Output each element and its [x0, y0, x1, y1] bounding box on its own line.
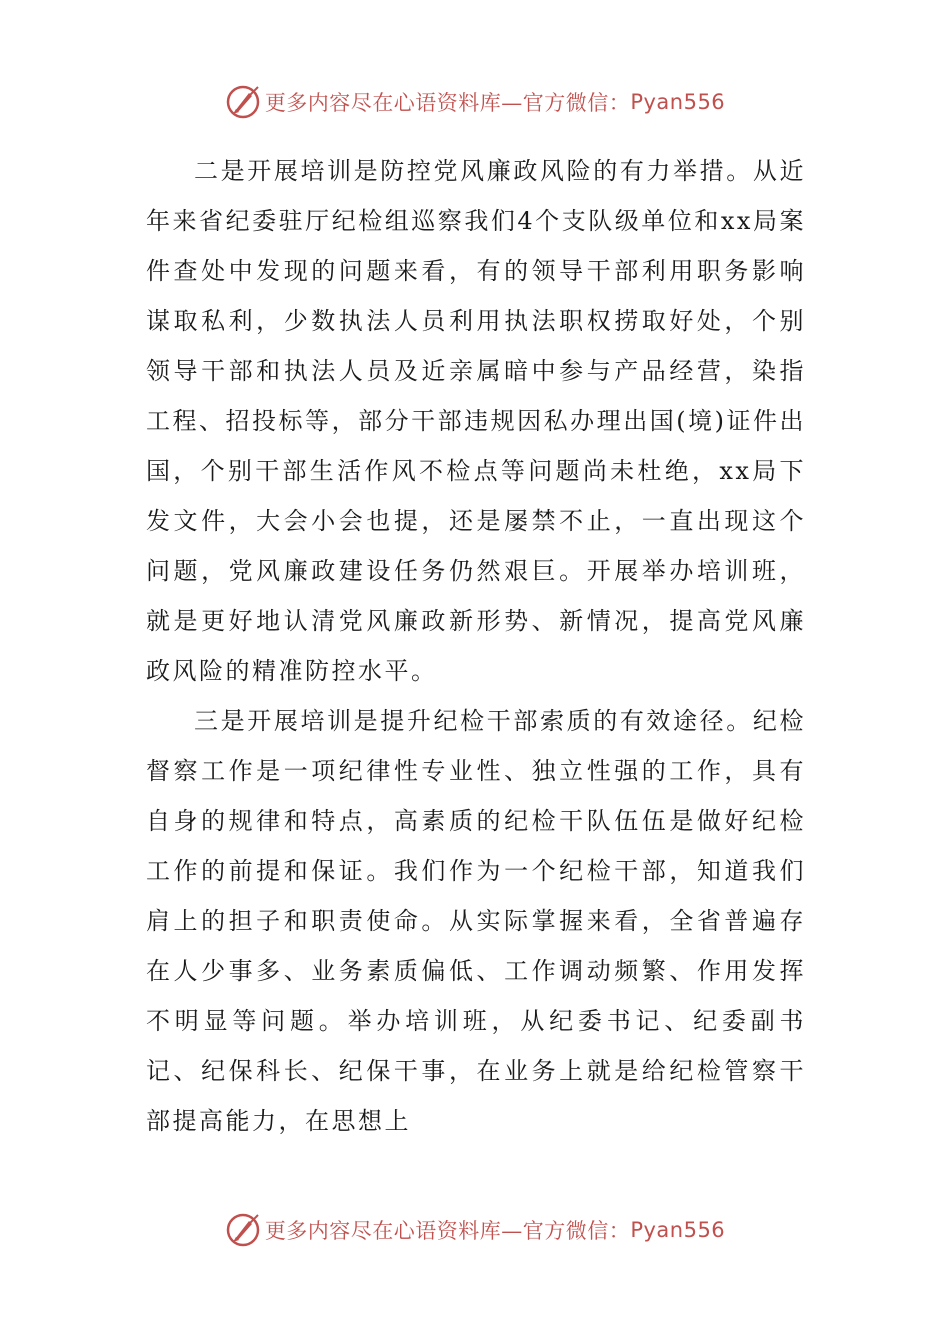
- footer-banner: [0, 1212, 950, 1248]
- banner-wechat-id: Pyan556: [630, 90, 726, 114]
- quill-pen-icon: [225, 1212, 261, 1248]
- banner-wechat-id: Pyan556: [630, 1218, 726, 1242]
- paragraph: 三是开展培训是提升纪检干部索质的有效途径。纪检督察工作是一项纪律性专业性、独立性强的工作，具有自身的规律和特点，高素质的纪检干队伍伍是做好纪检工作的前提和保证。我们作为一个纪检干部，知道我们肩上的担子和职责使命。从实际掌握来看，全省普遍存在人少事多、业务素质偏低、工作调动频繁、作用发挥不明显等问题。举办培训班，从纪委书记、纪委副书记、纪保科长、纪保干事，在业务上就是给纪检管察干部提高能力，在思想上: [146, 707, 806, 1135]
- paragraph: 二是开展培训是防控党风廉政风险的有力举措。从近年来省纪委驻厅纪检组巡察我们4个支队级单位和xx局案件查处中发现的问题来看，有的领导干部利用职务影响谋取私利，少数执法人员利用执法职权捞取好处，个别领导干部和执法人员及近亲属暗中参与产品经营，染指工程、招投标等，部分干部违规因私办理出国(境)证件出国，个别干部生活作风不检点等问题尚未杜绝，xx局下发文件，大会小会也提，还是屡禁不止，一直出现这个问题，党风廉政建设任务仍然艰巨。开展举办培训班，就是更好地认清党风廉政新形势、新情况，提高党风廉政风险的精准防控水平。: [146, 157, 806, 685]
- quill-pen-icon: [225, 84, 261, 120]
- banner-text: 更多内容尽在心语资料库—官方微信：: [264, 91, 631, 115]
- document-body: [146, 146, 806, 1146]
- header-banner: [0, 84, 950, 120]
- banner-text: 更多内容尽在心语资料库—官方微信：: [264, 1219, 631, 1243]
